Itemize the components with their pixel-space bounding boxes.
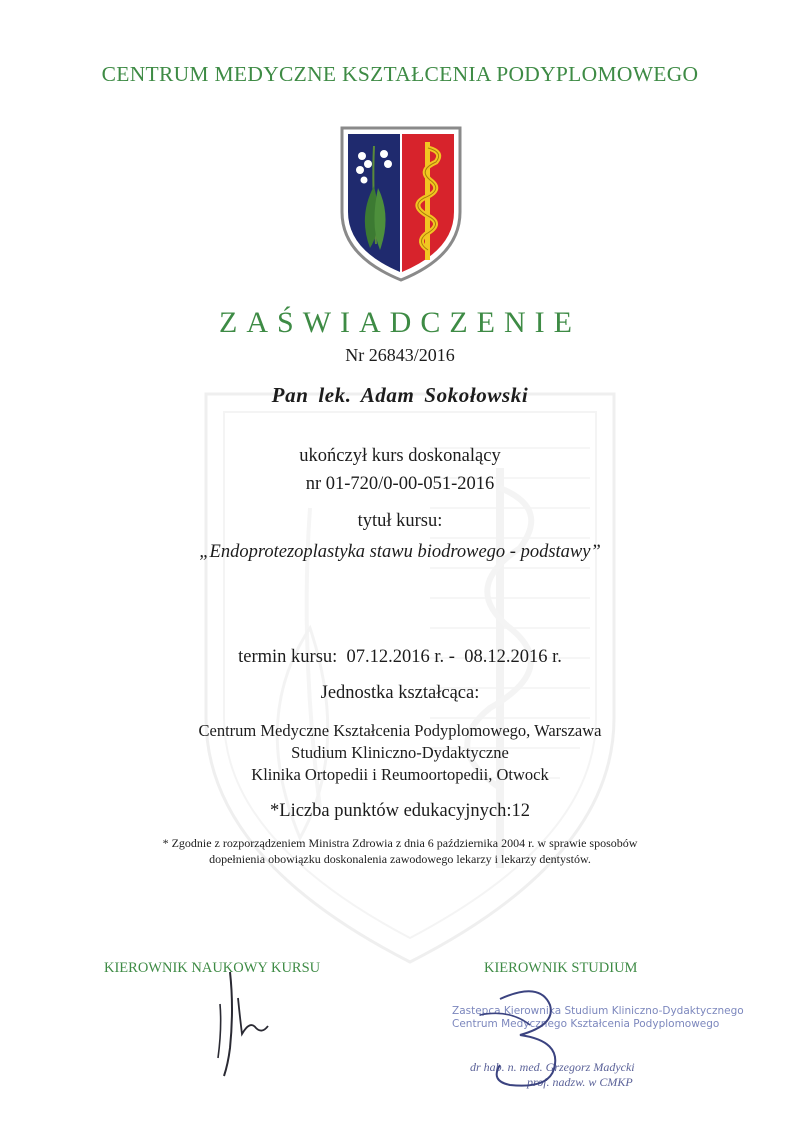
coat-of-arms-icon <box>340 126 462 282</box>
course-title-label: tytuł kursu: <box>357 511 443 531</box>
handwritten-signature-right <box>470 985 590 1095</box>
organization-header: CENTRUM MEDYCZNE KSZTAŁCENIA PODYPLOMOWEGO <box>101 62 699 86</box>
completion-text: ukończył kurs doskonalący <box>299 446 501 466</box>
stamp-title: prof. nadzw. w CMKP <box>527 1075 633 1089</box>
stamp-line: Zastępca Kierownika Studium Kliniczno-Dydaktycznego <box>452 1005 744 1017</box>
points-value: 12 <box>511 801 530 821</box>
course-term-row <box>0 647 800 668</box>
education-points-row <box>0 801 800 822</box>
recipient-name: Pan lek. Adam Sokołowski <box>271 383 529 407</box>
points-label: *Liczba punktów edukacyjnych: <box>270 801 512 821</box>
document-number: Nr 26843/2016 <box>345 345 455 365</box>
term-label: termin kursu: <box>238 647 338 667</box>
course-number: nr 01-720/0-00-051-2016 <box>305 474 495 494</box>
training-unit-label: Jednostka kształcąca: <box>320 683 480 703</box>
study-head-label: KIEROWNIK STUDIUM <box>484 960 638 976</box>
training-unit-line: Klinika Ortopedii i Reumoortopedii, Otwock <box>251 765 549 784</box>
footnote-line: * Zgodnie z rozporządzeniem Ministra Zdrowia z dnia 6 października 2004 r. w sprawie sposobów <box>162 836 638 850</box>
term-start: 07.12.2016 r. - <box>346 647 455 667</box>
training-unit-line: Centrum Medyczne Kształcenia Podyplomowego, Warszawa <box>198 721 602 740</box>
stamp-line: Centrum Medycznego Kształcenia Podyplomowego <box>452 1018 720 1030</box>
footnote-line: dopełnienia obowiązku doskonalenia zawodowego lekarzy i lekarzy dentystów. <box>209 852 591 866</box>
document-title: ZAŚWIADCZENIE <box>219 306 581 339</box>
course-title: „Endoprotezoplastyka stawu biodrowego - podstawy” <box>199 542 601 562</box>
scientific-head-label: KIEROWNIK NAUKOWY KURSU <box>104 960 321 976</box>
term-end: 08.12.2016 r. <box>464 647 562 667</box>
stamp-name: dr hab. n. med. Grzegorz Madycki <box>470 1060 635 1074</box>
handwritten-signature-left <box>200 968 290 1080</box>
training-unit-line: Studium Kliniczno-Dydaktyczne <box>291 743 509 762</box>
